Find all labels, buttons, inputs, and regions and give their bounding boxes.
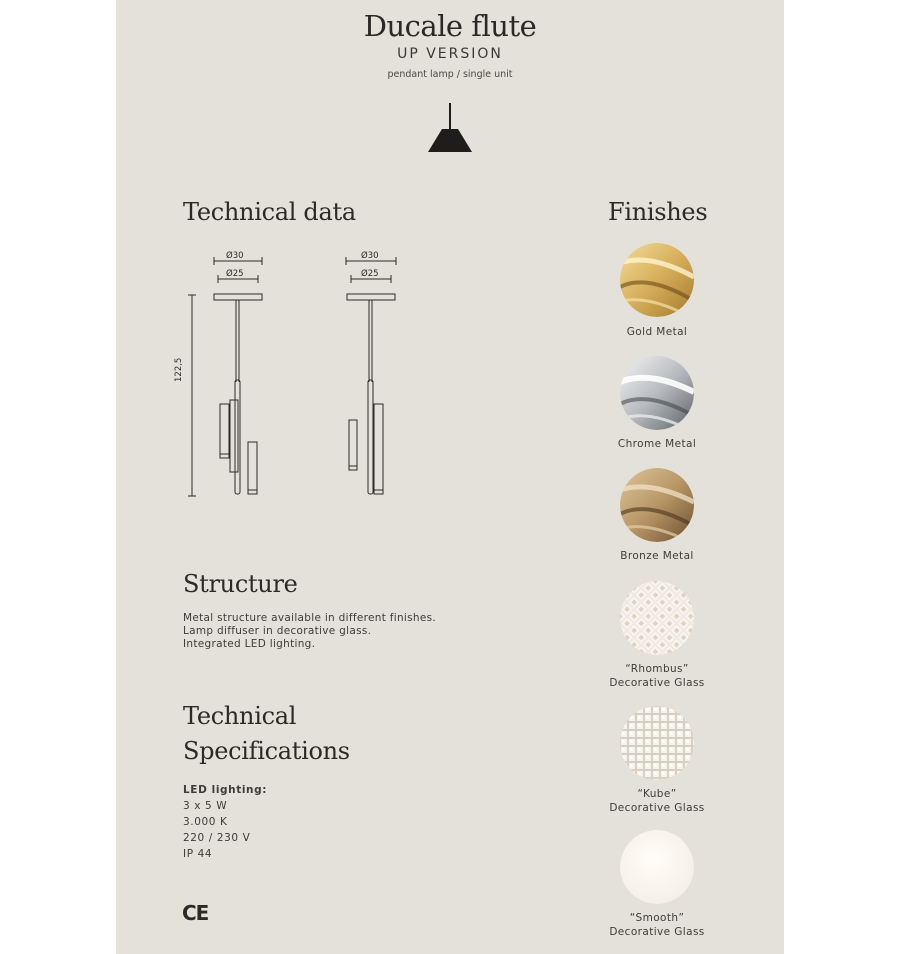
product-version: UP VERSION — [397, 46, 503, 62]
inner-diameter-label: Ø25 — [226, 269, 244, 279]
structure-heading: Structure — [183, 570, 298, 598]
spec-voltage: 220 / 230 V — [183, 832, 251, 844]
finish-label-chrome — [557, 437, 757, 451]
specs-heading-line-1: Technical — [183, 702, 297, 730]
spec-ip-rating: IP 44 — [183, 848, 213, 860]
height-label: 122,5 — [174, 357, 184, 382]
finish-name-smooth: “Smooth” — [629, 912, 685, 924]
finish-name-rhombus: “Rhombus” — [625, 663, 689, 675]
chrome-metal-swatch — [620, 356, 694, 430]
finishes-heading: Finishes — [608, 198, 708, 226]
finish-label-kube — [557, 787, 757, 815]
ce-mark: CE — [182, 901, 209, 925]
spec-color-temperature: 3.000 K — [183, 816, 228, 828]
structure-line-3: Integrated LED lighting. — [183, 638, 316, 650]
technical-data-heading: Technical data — [183, 198, 356, 226]
technical-drawing-front — [176, 250, 276, 502]
gold-metal-swatch — [620, 243, 694, 317]
finish-label-bronze — [557, 549, 757, 563]
led-lighting-label: LED lighting: — [183, 784, 268, 796]
outer-diameter-label: Ø30 — [226, 251, 244, 261]
rhombus-glass-swatch — [620, 581, 694, 655]
bronze-metal-swatch — [620, 468, 694, 542]
kube-glass-swatch — [620, 706, 694, 780]
outer-diameter-label-side: Ø30 — [361, 251, 379, 261]
structure-text — [183, 612, 503, 651]
spec-sheet — [116, 0, 784, 954]
finish-label-rhombus — [557, 662, 757, 690]
inner-diameter-label-side: Ø25 — [361, 269, 379, 279]
structure-line-1: Metal structure available in different finishes. — [183, 612, 437, 624]
smooth-glass-swatch — [620, 830, 694, 904]
spec-wattage: 3 x 5 W — [183, 800, 228, 812]
product-caption: pendant lamp / single unit — [387, 69, 513, 80]
finish-label-smooth — [557, 911, 757, 939]
finish-name-gold: Gold Metal — [626, 326, 688, 338]
finish-type-kube: Decorative Glass — [609, 802, 705, 814]
finish-name-chrome: Chrome Metal — [617, 438, 697, 450]
finish-type-rhombus: Decorative Glass — [609, 677, 705, 689]
finish-name-bronze: Bronze Metal — [620, 550, 694, 562]
pendant-lamp-icon — [420, 100, 480, 156]
technical-drawing-side — [336, 250, 406, 502]
led-specs — [183, 782, 443, 862]
structure-line-2: Lamp diffuser in decorative glass. — [183, 625, 372, 637]
specs-heading-line-2: Specifications — [183, 737, 350, 765]
product-title: Ducale flute — [363, 9, 537, 43]
finish-type-smooth: Decorative Glass — [609, 926, 705, 938]
finish-name-kube: “Kube” — [637, 788, 677, 800]
finish-label-gold — [557, 325, 757, 339]
